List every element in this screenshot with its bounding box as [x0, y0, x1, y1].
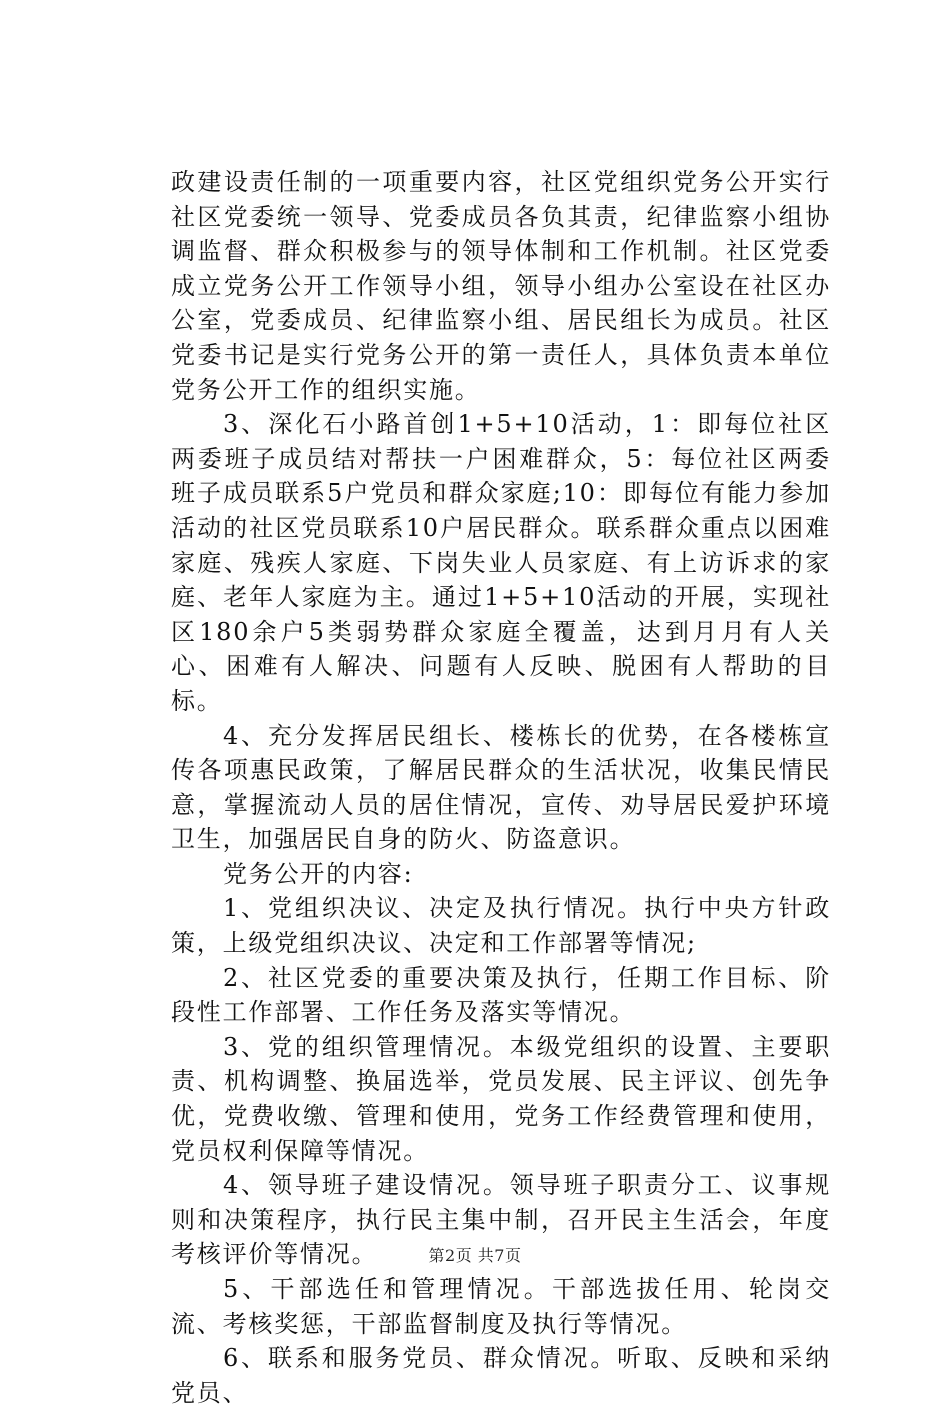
list-item-6: 6、联系和服务党员、群众情况。听取、反映和采纳党员、	[171, 1344, 831, 1407]
paragraph-continuation: 政建设责任制的一项重要内容，社区党组织党务公开实行社区党委统一领导、党委成员各负其责，纪律监察小组协调监督、群众积极参与的领导体制和工作机制。社区党委成立党务公开工作领导小组，领导小组办公室设在社区办公室，党委成员、纪律监察小组、居民组长为成员。社区党委书记是实行党务公开的第一责任人，具体负责本单位党务公开工作的组织实施。	[171, 168, 831, 404]
section-heading-disclosure-content: 党务公开的内容:	[223, 859, 414, 888]
list-item-3: 3、党的组织管理情况。本级党组织的设置、主要职责、机构调整、换届选举，党员发展、民主评议、创先争优，党费收缴、管理和使用，党务工作经费管理和使用，党员权利保障等情况。	[171, 1032, 831, 1165]
list-item-2: 2、社区党委的重要决策及执行，任期工作目标、阶段性工作部署、工作任务及落实等情况。	[171, 963, 831, 1027]
paragraph-item-4-residents: 4、充分发挥居民组长、楼栋长的优势，在各楼栋宣传各项惠民政策，了解居民群众的生活状况，收集民情民意，掌握流动人员的居住情况，宣传、劝导居民爱护环境卫生，加强居民自身的防火、防盗意识。	[171, 721, 831, 854]
list-item-1: 1、党组织决议、决定及执行情况。执行中央方针政策，上级党组织决议、决定和工作部署等情况;	[171, 894, 831, 958]
page-number-footer: 第2页 共7页	[428, 1246, 522, 1265]
document-body	[171, 165, 831, 1410]
list-item-4: 4、领导班子建设情况。领导班子职责分工、议事规则和决策程序，执行民主集中制，召开民主生活会，年度考核评价等情况。	[171, 1171, 831, 1269]
list-item-5: 5、干部选任和管理情况。干部选拔任用、轮岗交流、考核奖惩，干部监督制度及执行等情况。	[171, 1275, 831, 1338]
paragraph-item-3-shixiaolu: 3、深化石小路首创1+5+10活动，1：即每位社区两委班子成员结对帮扶一户困难群众，5：每位社区两委班子成员联系5户党员和群众家庭;10：即每位有能力参加活动的社区党员联系10户居民群众。联系群众重点以困难家庭、残疾人家庭、下岗失业人员家庭、有上访诉求的家庭、老年人家庭为主。通过1+5+10活动的开展，实现社区180余户5类弱势群众家庭全覆盖，达到月月有人关心、困难有人解决、问题有人反映、脱困有人帮助的目标。	[171, 410, 831, 715]
